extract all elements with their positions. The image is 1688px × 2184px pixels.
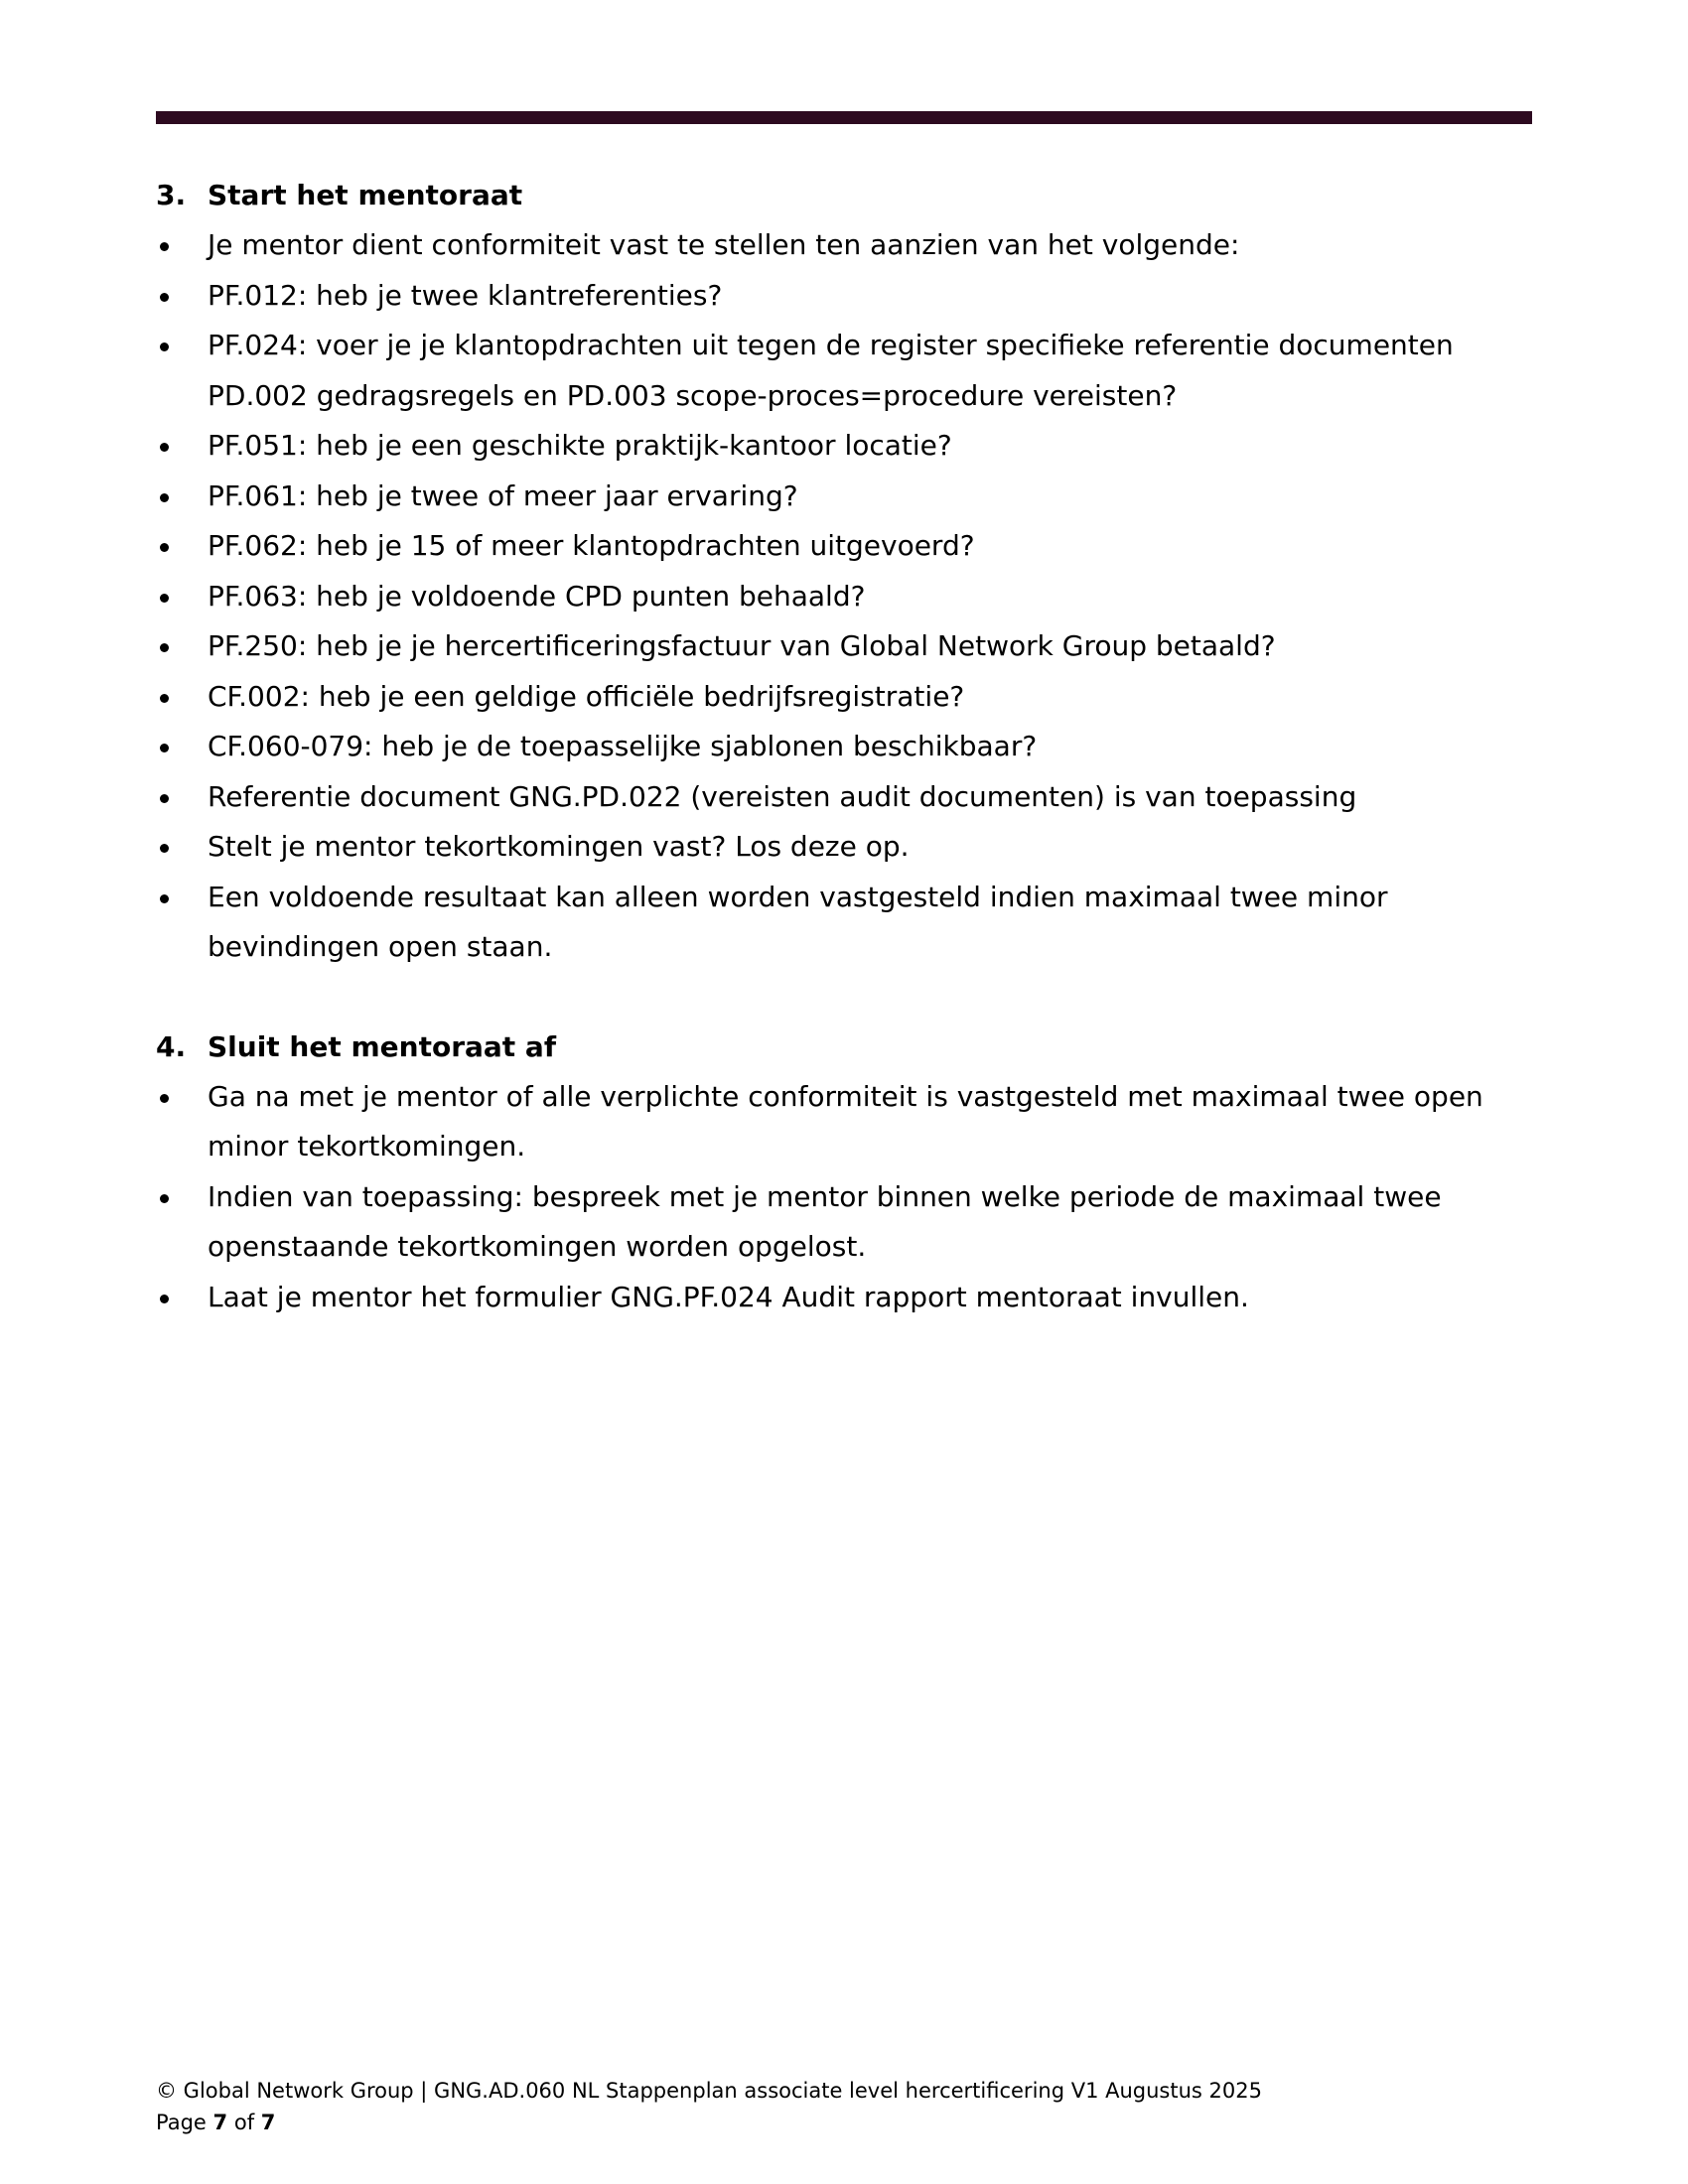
section-3-list [156, 220, 1546, 973]
list-item [156, 1172, 1546, 1273]
list-item [156, 521, 1546, 572]
document-body [156, 171, 1546, 1322]
section-title: Sluit het mentoraat af [208, 1029, 557, 1063]
list-item-text: Referentie document GNG.PD.022 (vereisten audit documenten) is van toepassing [208, 779, 1357, 813]
section-number: 4. [156, 1029, 187, 1063]
bullet-icon [160, 1295, 169, 1303]
list-item-text: PF.250: heb je je hercertificeringsfactuur van Global Network Group betaald? [208, 629, 1276, 662]
list-item-text: Stelt je mentor tekortkomingen vast? Los deze op. [208, 830, 910, 863]
list-item-text: CF.060-079: heb je de toepasselijke sjablonen beschikbaar? [208, 730, 1038, 762]
list-item [156, 621, 1546, 672]
list-item [156, 321, 1546, 421]
bullet-icon [160, 1194, 169, 1203]
page-footer [156, 2075, 1262, 2138]
list-item [156, 1072, 1546, 1172]
footer-copyright: © Global Network Group | GNG.AD.060 NL Stappenplan associate level hercertificering V1 Augustus 2025 [156, 2079, 1262, 2103]
list-item [156, 722, 1546, 772]
bullet-icon [160, 894, 169, 903]
bullet-icon [160, 1094, 169, 1103]
list-item [156, 220, 1546, 271]
bullet-icon [160, 543, 169, 552]
list-item-text: CF.002: heb je een geldige officiële bedrijfsregistratie? [208, 679, 965, 713]
list-item [156, 1273, 1546, 1323]
bullet-icon [160, 242, 169, 251]
list-item-text: Indien van toepassing: bespreek met je mentor binnen welke periode de maximaal twee openstaande tekortkomingen worden opgelost. [208, 1179, 1442, 1263]
bullet-icon [160, 443, 169, 452]
bullet-icon [160, 694, 169, 703]
bullet-icon [160, 744, 169, 752]
list-item-text: PF.024: voer je je klantopdrachten uit tegen de register specifieke referentie documenten PD.002 gedragsregels en PD.003 scope-proces=procedure vereisten? [208, 329, 1454, 412]
list-item-text: PF.063: heb je voldoende CPD punten behaald? [208, 579, 866, 613]
section-number: 3. [156, 179, 187, 211]
list-item-text: Je mentor dient conformiteit vast te stellen ten aanzien van het volgende: [208, 228, 1240, 261]
list-item-text: PF.061: heb je twee of meer jaar ervaring? [208, 478, 798, 512]
page-label: Page [156, 2111, 207, 2134]
list-item [156, 421, 1546, 472]
list-item-text: PF.062: heb je 15 of meer klantopdrachten uitgevoerd? [208, 529, 975, 562]
list-item [156, 672, 1546, 723]
bullet-icon [160, 844, 169, 853]
list-item-text: PF.051: heb je een geschikte praktijk-kantoor locatie? [208, 429, 952, 462]
list-item-text: Ga na met je mentor of alle verplichte conformiteit is vastgesteld met maximaal twee open minor tekortkomingen. [208, 1079, 1483, 1162]
bullet-icon [160, 342, 169, 351]
page-current: 7 [212, 2111, 228, 2134]
bullet-icon [160, 594, 169, 603]
list-item [156, 822, 1546, 873]
list-item [156, 271, 1546, 322]
list-item-text: Een voldoende resultaat kan alleen worden vastgesteld indien maximaal twee minor bevindingen open staan. [208, 880, 1388, 963]
list-item [156, 772, 1546, 823]
section-heading-3 [156, 171, 1546, 220]
list-item [156, 873, 1546, 973]
list-item [156, 472, 1546, 522]
page-number [156, 2107, 1262, 2138]
header-rule [156, 111, 1532, 124]
list-item-text: Laat je mentor het formulier GNG.PF.024 Audit rapport mentoraat invullen. [208, 1280, 1249, 1313]
bullet-icon [160, 794, 169, 803]
bullet-icon [160, 293, 169, 302]
page-total: 7 [260, 2111, 276, 2134]
bullet-icon [160, 493, 169, 502]
list-item-text: PF.012: heb je twee klantreferenties? [208, 278, 723, 312]
page-of-label: of [233, 2111, 255, 2134]
bullet-icon [160, 643, 169, 652]
section-heading-4 [156, 1023, 1546, 1072]
section-4-list [156, 1072, 1546, 1323]
section-title: Start het mentoraat [208, 179, 523, 211]
section-spacer [156, 973, 1546, 1023]
list-item [156, 572, 1546, 622]
